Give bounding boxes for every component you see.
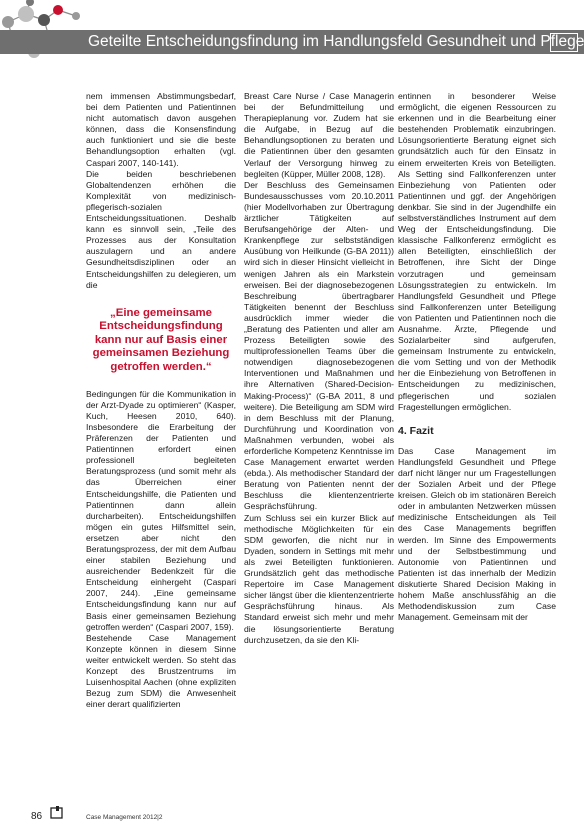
column-1 — [86, 91, 236, 710]
paragraph: Breast Care Nurse / Case Managerin bei der Befundmitteilung und Therapieplanung vor. Zudem hat sie die Aufgabe, in Bezug auf die Behandlungsoptionen zu beraten und die Patientinnen über den gesamten Verlauf der Versorgung hinweg zu begleiten (Küpper, Müller 2008, 128). — [244, 91, 394, 179]
header-box — [550, 33, 578, 52]
paragraph: Zum Schluss sei ein kurzer Blick auf methodische Möglichkeiten für ein SDM geworfen, die nicht nur in Dyaden, sondern in Settings mit mehr als zwei Beteiligten funktionieren. Grundsätzlich geht das methodische Repertoire im Case Management sicher längst über die klientenzentrierte Gesprächsführung hinaus. Als Standard erweist sich mehr und mehr die lösungsorientierte Beratung durchzusetzen, da sie den Kli- — [244, 512, 394, 645]
header-bar — [0, 30, 584, 54]
header-title: Geteilte Entscheidungsfindung im Handlungsfeld Gesundheit und Pflege — [88, 33, 584, 50]
journal-logo-icon — [50, 806, 64, 820]
column-3 — [398, 91, 556, 623]
section-heading: 4. Fazit — [398, 424, 434, 437]
page-number: 86 — [31, 811, 43, 822]
column-2 — [244, 91, 394, 646]
paragraph: Bedingungen für die Kommunikation in der Arzt-Dyade zu optimieren“ (Kasper, Kuch, Heesen 2010, 640). Insbesondere die Erarbeitung der Präferenzen der Patienten und Patientinnen erfordert einen professionell begleiteten Beratungsprozess (und somit mehr als das Überreichen einer Entscheidungshilfe, die Patienten und Patientinnen dann allein durcharbeiten). Entscheidungshilfen mögen ein gutes Hilfsmittel sein, ersetzen aber nicht den Beratungsprozess, der mit dem Aufbau einer stabilen Beziehung und ausreichender Bedenkzeit für die Entscheidung einhergeht (Caspari 2007, 244). „Eine gemeinsame Entscheidungsfindung kann nur auf Basis einer gemeinsamen Beziehung getroffen werden“ (Caspari 2007, 159). — [86, 388, 236, 632]
paragraph: Die beiden beschriebenen Globaltendenzen erhöhen die Komplexität von medizinisch-pflegerisch-sozialen Entscheidungssituationen. Deshalb kann es sinnvoll sein, „Teile des Prozesses aus der Konsultation auszulagern und an andere Gesundheitsdisziplinen oder an Entscheidungshilfen zu delegieren, um die — [86, 168, 236, 290]
paragraph: Der Beschluss des Gemeinsamen Bundesausschusses vom 20.10.2011 (hier Modellvorhaben zur Übertragung ärztlicher Tätigkeiten auf Berufsangehörige der Alten- und Krankenpflege zur selbstständigen Ausübung von Heilkunde (G-BA 2011)) wird sich in dieser Hinsicht vielleicht in wenigen Jahren als ein Markstein erweisen. Bei der diagnosebezogenen Beschreibung übertragbarer Tätigkeiten benennt der Beschluss ausdrücklich immer wieder die „Beratung des Patienten und aller am Prozess Beteiligten sowie des multiprofessionellen Teams über die notwendigen diagnosebezogenen Interventionen und Maßnahmen und ihre Alternativen (Shared-Decision-Making-Process)“ (G-BA 2011, 8 und weitere). Die Beteiligung am SDM wird in dem Beschluss mit der Planung, Durchführung und Koordination von Maßnahmen verbunden, wobei als erforderliche Kompetenz Kenntnisse im Case Management erwartet werden (ebda.). Als methodischer Standard der Beratung von Patienten nennt der Beschluss die klientenzentrierte Gesprächsführung. — [244, 179, 394, 512]
paragraph: entinnen in besonderer Weise ermöglicht, die eigenen Ressourcen zu erkennen und in die Bearbeitung einer bestehenden Problematik einzubringen. Lösungsorientierte Beratung eignet sich grundsätzlich auch für den Einsatz in einem erweiterten Kreis von Beteiligten. Als Setting sind Fallkonferenzen unter Einbeziehung von Patienten oder Patientinnen und ggf. der Angehörigen denkbar. Sie sind in der Jugendhilfe ein selbstverständliches Instrument auf dem Weg der Entscheidungsfindung. Die klassische Fallkonferenz ermöglicht es allen Beteiligten, einschließlich der Betroffenen, ihre Sicht der Dinge vorzutragen und gemeinsam Lösungsstrategien zu entwickeln. Im Handlungsfeld Gesundheit und Pflege sind Fallkonferenzen unter Beteiligung von Patienten und Patientinnen noch die Ausnahme. Ärzte, Pflegende und Sozialarbeiter sind aufgerufen, gemeinsam Instrumente zu entwickeln, die vom Setting und von der Methodik her die Einbeziehung von Betroffenen in Entscheidungen zu medizinischen, pflegerischen und sozialen Fragestellungen ermöglichen. — [398, 91, 556, 412]
journal-name: Case Management 2012|2 — [86, 814, 163, 821]
paragraph: Bestehende Case Management Konzepte können in diesem Sinne weiter entwickelt werden. So steht das Konzept des Brustzentrums im Luisenhospital Aachen (ohne expliziten Bezug zum SDM) die Anwesenheit einer derart qualifizierten — [86, 632, 236, 710]
paragraph: Das Case Management im Handlungsfeld Gesundheit und Pflege darf nicht länger nur um Fragestellungen der Sozialen Arbeit und der Pflege kreisen. Gleich ob im stationären Bereich oder in ambulanten Netzwerken müssen medizinische Entscheidungen als Teil des Case Managements begriffen werden. Im Sinne des Empowerments und der Selbstbestimmung und Autonomie von Patientinnen und Patienten ist das innerhalb der Medizin diskutierte Shared Decision Making in hohem Maße anschlussfähig an die Methodendiskussion zum Case Management. Gemeinsam mit der — [398, 445, 556, 623]
paragraph: nem immensen Abstimmungsbedarf, bei dem Patienten und Patientinnen nicht automatisch davon ausgehen können, dass die Konsensfindung auch funktioniert und sie die beste Behandlungsoption erhalten (vgl. Caspari 2007, 140-141). — [86, 91, 236, 168]
pull-quote: „Eine gemeinsame Entscheidungsfindung kann nur auf Basis einer gemeinsamen Beziehung getroffen werden.“ — [92, 306, 230, 374]
